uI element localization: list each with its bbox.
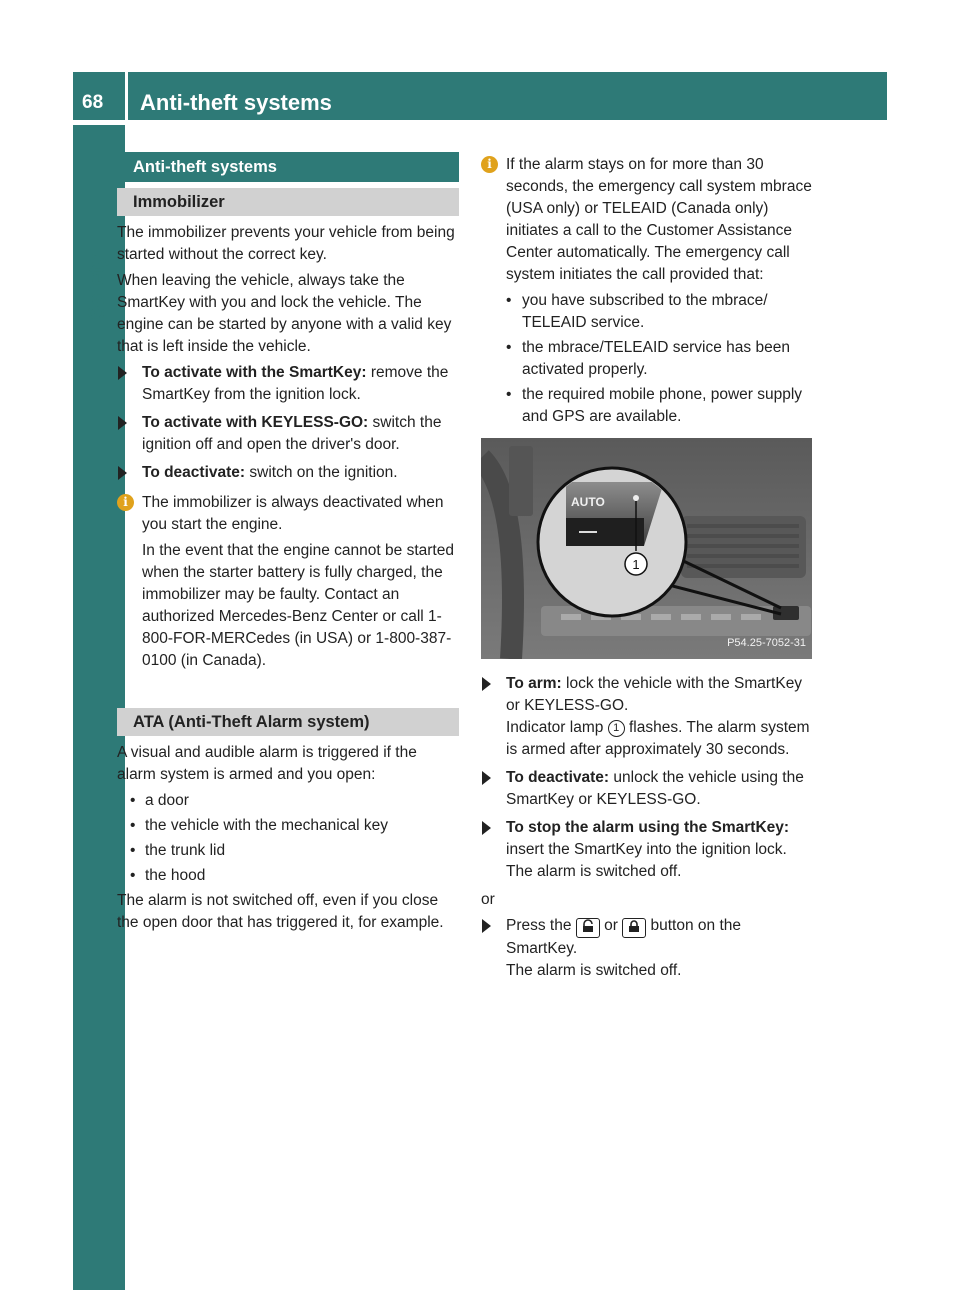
list-item: • the required mobile phone, power supply and GPS are available. bbox=[506, 386, 803, 425]
arrow-icon bbox=[118, 466, 127, 480]
arrow-icon bbox=[482, 919, 491, 933]
info-note bbox=[117, 492, 459, 672]
info-text: The immobilizer is always deactivated when you start the engine. bbox=[142, 494, 444, 533]
side-tab bbox=[84, 254, 114, 344]
left-column bbox=[117, 152, 459, 938]
list-item: • a door bbox=[117, 790, 459, 812]
step-text: switch the ignition off and open the driver's door. bbox=[142, 414, 442, 453]
info-icon: i bbox=[481, 156, 498, 173]
bullet-icon: • bbox=[506, 386, 512, 403]
list-item: • the hood bbox=[117, 865, 459, 887]
arrow-icon bbox=[118, 416, 127, 430]
figure-caption: P54.25-7052-31 bbox=[727, 637, 806, 649]
step-text: or bbox=[599, 917, 623, 934]
instruction-step bbox=[481, 817, 814, 883]
section-heading: Anti-theft systems bbox=[117, 152, 459, 182]
bullet-icon: • bbox=[130, 867, 136, 884]
list-item: • the mbrace/TELEAID service has been activated properly. bbox=[506, 339, 790, 378]
step-label: To deactivate: bbox=[506, 769, 610, 786]
paragraph: A visual and audible alarm is triggered if the alarm system is armed and you open: bbox=[117, 744, 417, 783]
bullet-icon: • bbox=[130, 842, 136, 859]
bullet-icon: • bbox=[506, 339, 512, 356]
info-text: If the alarm stays on for more than 30 seconds, the emergency call system mbrace (USA only) or TELEAID (Canada only) initiates a call to the Customer Assistance Center automatically. The emergency call system initiates the call provided that: bbox=[506, 156, 812, 283]
step-label: To activate with KEYLESS-GO: bbox=[142, 414, 369, 431]
instruction-step bbox=[481, 767, 814, 811]
arrow-icon bbox=[482, 771, 491, 785]
instruction-step bbox=[481, 673, 814, 761]
immobilizer-heading: Immobilizer bbox=[117, 188, 459, 216]
step-text: insert the SmartKey into the ignition lock. bbox=[506, 841, 787, 858]
lock-icon bbox=[622, 918, 646, 938]
step-label: To arm: bbox=[506, 675, 562, 692]
step-result: The alarm is switched off. bbox=[506, 863, 682, 880]
step-label: To stop the alarm using the SmartKey: bbox=[506, 819, 790, 836]
list-item: • you have subscribed to the mbrace/ TELEAID service. bbox=[506, 292, 768, 331]
figure-callout: 1 bbox=[632, 557, 640, 572]
step-text: unlock the vehicle using the SmartKey or KEYLESS-GO. bbox=[506, 769, 804, 808]
arrow-icon bbox=[482, 821, 491, 835]
page-number: 68 bbox=[82, 92, 104, 113]
paragraph: The immobilizer prevents your vehicle from being started without the correct key. bbox=[117, 224, 455, 263]
bullet-icon: • bbox=[130, 817, 136, 834]
arrow-icon bbox=[118, 366, 127, 380]
or-text: or bbox=[481, 891, 495, 908]
header-divider bbox=[125, 72, 128, 120]
step-text: button on the SmartKey. bbox=[506, 917, 741, 957]
bullet-icon: • bbox=[130, 792, 136, 809]
step-detail: flashes. The alarm system is armed after approximately 30 seconds. bbox=[506, 719, 810, 758]
step-label: To deactivate: bbox=[142, 464, 246, 481]
dashboard-figure bbox=[481, 438, 812, 659]
list-item: • the vehicle with the mechanical key bbox=[117, 815, 459, 837]
step-detail: Indicator lamp bbox=[506, 719, 608, 736]
callout-1-icon: 1 bbox=[608, 720, 625, 737]
info-icon: i bbox=[117, 494, 134, 511]
bullet-icon: • bbox=[506, 292, 512, 309]
info-text: In the event that the engine cannot be started when the starter battery is fully charged, the immobilizer may be faulty. Contact an authorized Mercedes-Benz Center or call 1-800-FOR-MERCedes (in USA) or 1-800-387-0100 (in Canada). bbox=[142, 542, 454, 669]
step-text: switch on the ignition. bbox=[245, 464, 398, 481]
step-label: To activate with the SmartKey: bbox=[142, 364, 367, 381]
instruction-step bbox=[117, 412, 459, 456]
dashboard-illustration bbox=[481, 438, 812, 659]
ata-heading: ATA (Anti-Theft Alarm system) bbox=[117, 708, 459, 736]
unlock-icon bbox=[576, 918, 600, 938]
instruction-step bbox=[481, 915, 814, 982]
figure-button-label: AUTO bbox=[571, 495, 605, 509]
step-text: Press the bbox=[506, 917, 576, 934]
step-text: remove the SmartKey from the ignition lock. bbox=[142, 364, 449, 403]
step-result: The alarm is switched off. bbox=[506, 962, 682, 979]
info-note bbox=[481, 154, 814, 428]
side-tab-label: Safety bbox=[84, 254, 109, 321]
instruction-step bbox=[117, 462, 459, 484]
paragraph: When leaving the vehicle, always take the SmartKey with you and lock the vehicle. The engine can be started by anyone with a valid key that is left inside the vehicle. bbox=[117, 272, 452, 355]
instruction-step bbox=[117, 362, 459, 406]
list-item: • the trunk lid bbox=[117, 840, 459, 862]
right-column bbox=[481, 152, 814, 988]
arrow-icon bbox=[482, 677, 491, 691]
step-text: lock the vehicle with the SmartKey or KEYLESS-GO. bbox=[506, 675, 803, 714]
page-title: Anti-theft systems bbox=[140, 90, 332, 115]
paragraph: The alarm is not switched off, even if you close the open door that has triggered it, for example. bbox=[117, 892, 444, 931]
